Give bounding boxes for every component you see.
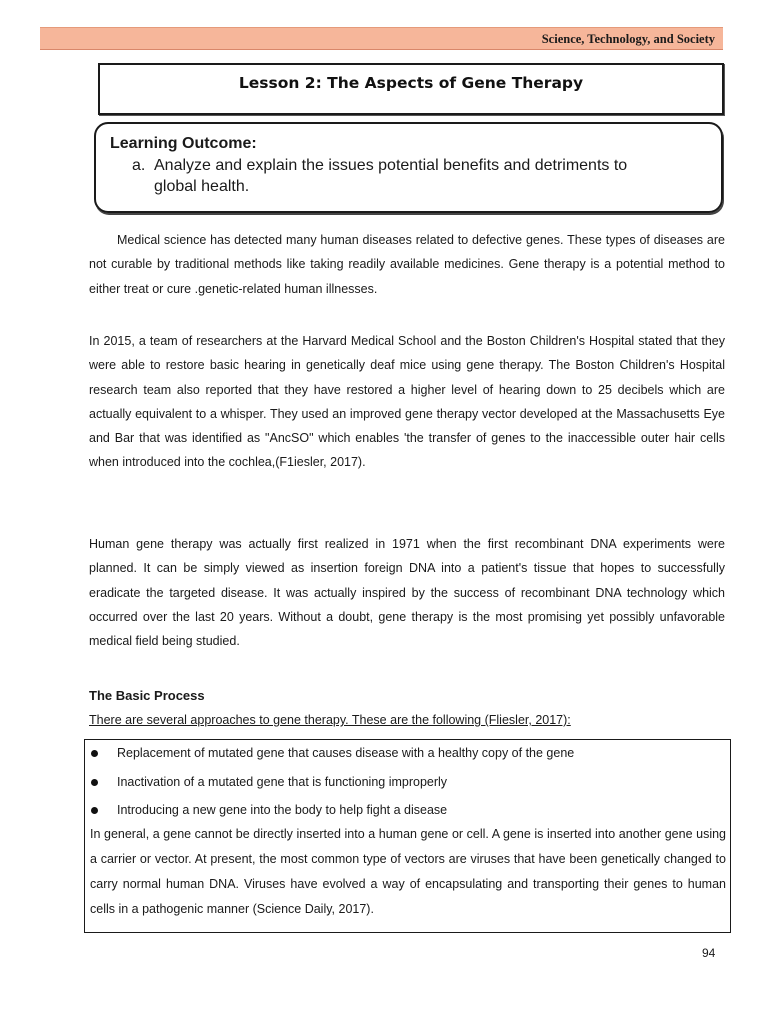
outcome-marker: a. [132, 157, 146, 174]
vector-summary-paragraph: In general, a gene cannot be directly inserted into a human gene or cell. A gene is inserted into another gene using a carrier or vector. At present, the most common type of vectors are viruses that have been genetically changed to carry normal human DNA. Viruses have evolved a way of encapsulating and transporting their genes to human cells in a pathogenic manner (Science Daily, 2017). [90, 827, 726, 916]
lesson-title: Lesson 2: The Aspects of Gene Therapy [238, 74, 584, 92]
learning-outcome-item [132, 155, 692, 197]
learning-outcome-heading: Learning Outcome: [110, 135, 257, 152]
paragraph-harvard-research: In 2015, a team of researchers at the Harvard Medical School and the Boston Children's Hospital stated that they were able to restore basic hearing in genetically deaf mice using gene therapy. The Boston Children's Hospital research team also reported that they have restored a higher level of hearing down to 25 decibels which are actually equivalent to a whisper. They used an improved gene therapy vector developed at the Massachusetts Eye and Bar that was identified as "AncSO" which enables 'the transfer of genes to the inaccessible outer hair cells when introduced into the cochlea,(F1iesler, 2017). [89, 334, 725, 470]
bullet-icon [91, 779, 98, 786]
outcome-text-line2: global health. [154, 178, 250, 195]
page-number: 94 [702, 946, 716, 960]
approach-text: Introducing a new gene into the body to help fight a disease [117, 803, 448, 817]
approaches-list [85, 743, 730, 829]
bullet-icon [91, 750, 98, 757]
approaches-box [84, 739, 731, 933]
paragraph-gene-therapy-history: Human gene therapy was actually first realized in 1971 when the first recombinant DNA experiments were planned. It can be simply viewed as insertion foreign DNA into a patient's tissue that hopes to successfully eradicate the targeted disease. It was actually inspired by the success of recombinant DNA technology which occurred over the last 20 years. Without a doubt, gene therapy is the most promising yet possibly unfavorable medical field being studied. [89, 537, 725, 649]
list-item [85, 772, 730, 801]
outcome-text-line1: Analyze and explain the issues potential benefits and detriments to [154, 157, 628, 174]
approaches-intro: There are several approaches to gene therapy. These are the following (Fliesler, 2017): [89, 713, 571, 727]
lesson-title-box [98, 63, 724, 115]
course-title: Science, Technology, and Society [541, 32, 715, 46]
list-item [85, 743, 730, 772]
header-band [40, 27, 723, 50]
section-heading-basic-process: The Basic Process [89, 688, 205, 703]
paragraph-defective-genes: Medical science has detected many human diseases related to defective genes. These types of diseases are not curable by traditional methods like taking readily available medicines. Gene therapy is a potential method to either treat or cure .genetic-related human illnesses. [89, 233, 725, 296]
approach-text: Replacement of mutated gene that causes disease with a healthy copy of the gene [117, 746, 575, 760]
approach-text: Inactivation of a mutated gene that is functioning improperly [117, 774, 448, 789]
learning-outcome-box [94, 122, 723, 213]
bullet-icon [91, 807, 98, 814]
